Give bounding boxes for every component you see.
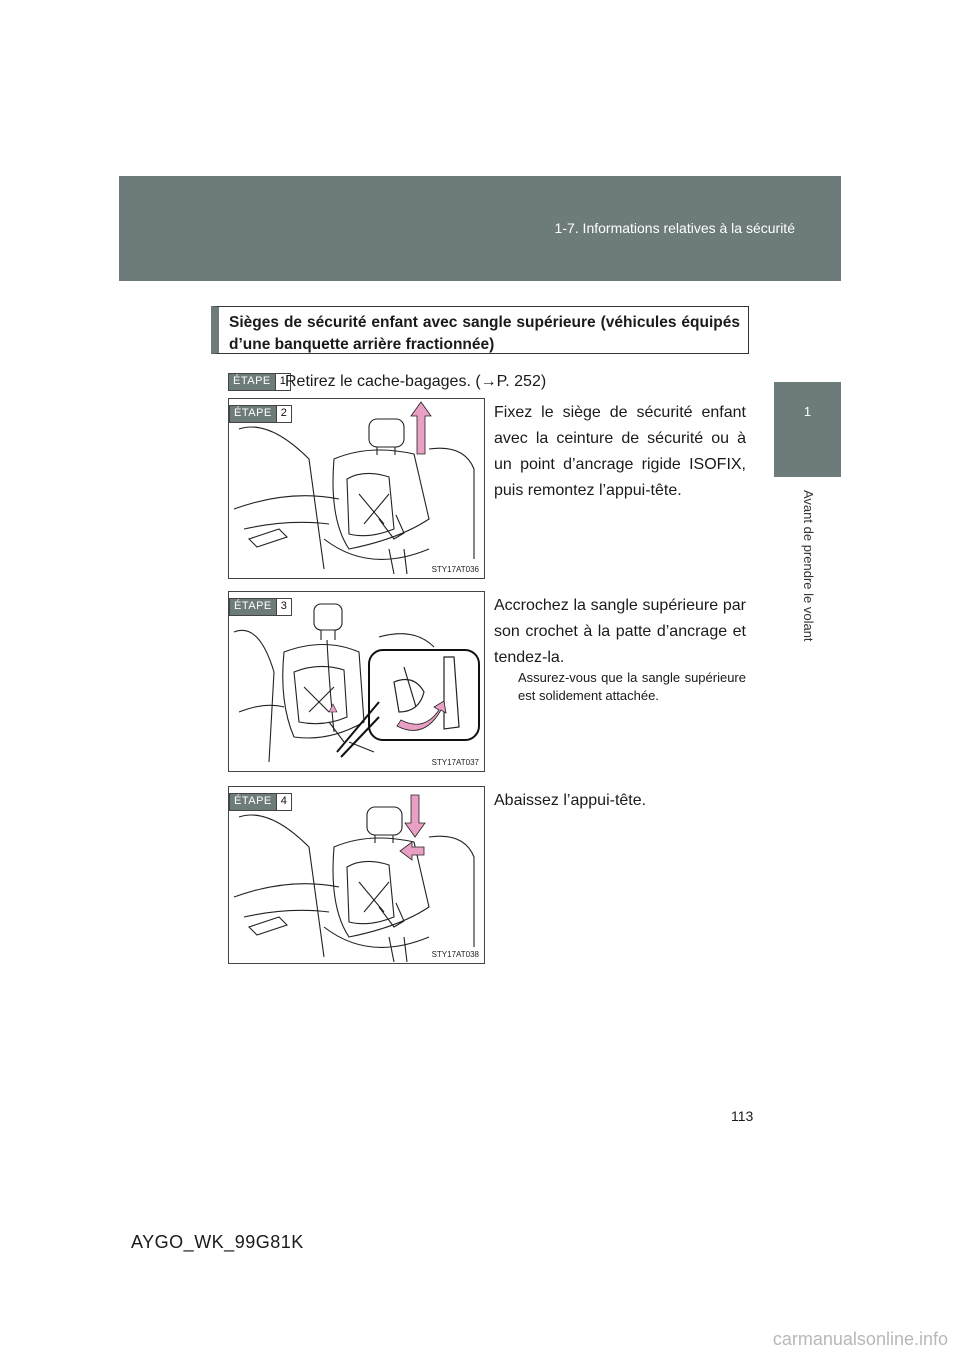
step-3-text: Accrochez la sangle supérieure par son crochet à la patte d’ancrage et tendez-la.: [494, 597, 746, 666]
step-label: ÉTAPE: [230, 794, 276, 810]
step-3-figure: [228, 591, 485, 772]
section-header-title: 1-7. Informations relatives à la sécurité: [554, 220, 795, 236]
step-2-badge: [229, 405, 292, 423]
step-3-badge: [229, 598, 292, 616]
step-2-figure: [228, 398, 485, 579]
document-code: AYGO_WK_99G81K: [131, 1232, 304, 1252]
step-2-illustration: [229, 399, 484, 578]
chapter-tab: [774, 382, 841, 477]
step-number: 4: [276, 794, 291, 810]
step-3-note: Assurez-vous que la sangle supérieure est solidement attachée.: [518, 670, 746, 703]
step-2-text: Fixez le siège de sécurité enfant avec la ceinture de sécurité ou à un point d’ancrage rigide ISOFIX, puis remontez l’appui-tête.: [494, 404, 746, 499]
step-4-text: Abaissez l’appui-tête.: [494, 792, 647, 809]
section-title-box: [211, 306, 749, 354]
figure-code: STY17AT037: [431, 758, 479, 767]
step-number: 2: [276, 406, 291, 422]
step-1-badge: [228, 373, 291, 391]
step-4-badge: [229, 793, 292, 811]
step-number: 1: [275, 374, 290, 390]
step-4-figure: [228, 786, 485, 964]
step-3-illustration: [229, 592, 484, 771]
step-1-text: Retirez le cache-bagages. (→P. 252): [285, 373, 547, 390]
figure-code: STY17AT038: [431, 950, 479, 959]
figure-code: STY17AT036: [431, 565, 479, 574]
chapter-label: Avant de prendre le volant: [801, 490, 816, 642]
step-number: 3: [276, 599, 291, 615]
header-band: [119, 176, 841, 281]
step-label: ÉTAPE: [230, 406, 276, 422]
section-title: Sièges de sécurité enfant avec sangle supérieure (véhicules équipés d’une banquette arrière fractionnée): [229, 314, 740, 353]
page-number: 113: [731, 1108, 754, 1124]
step-label: ÉTAPE: [229, 374, 275, 390]
watermark: carmanualsonline.info: [772, 1329, 948, 1349]
step-4-illustration: [229, 787, 484, 963]
chapter-number: 1: [803, 404, 812, 419]
step-label: ÉTAPE: [230, 599, 276, 615]
